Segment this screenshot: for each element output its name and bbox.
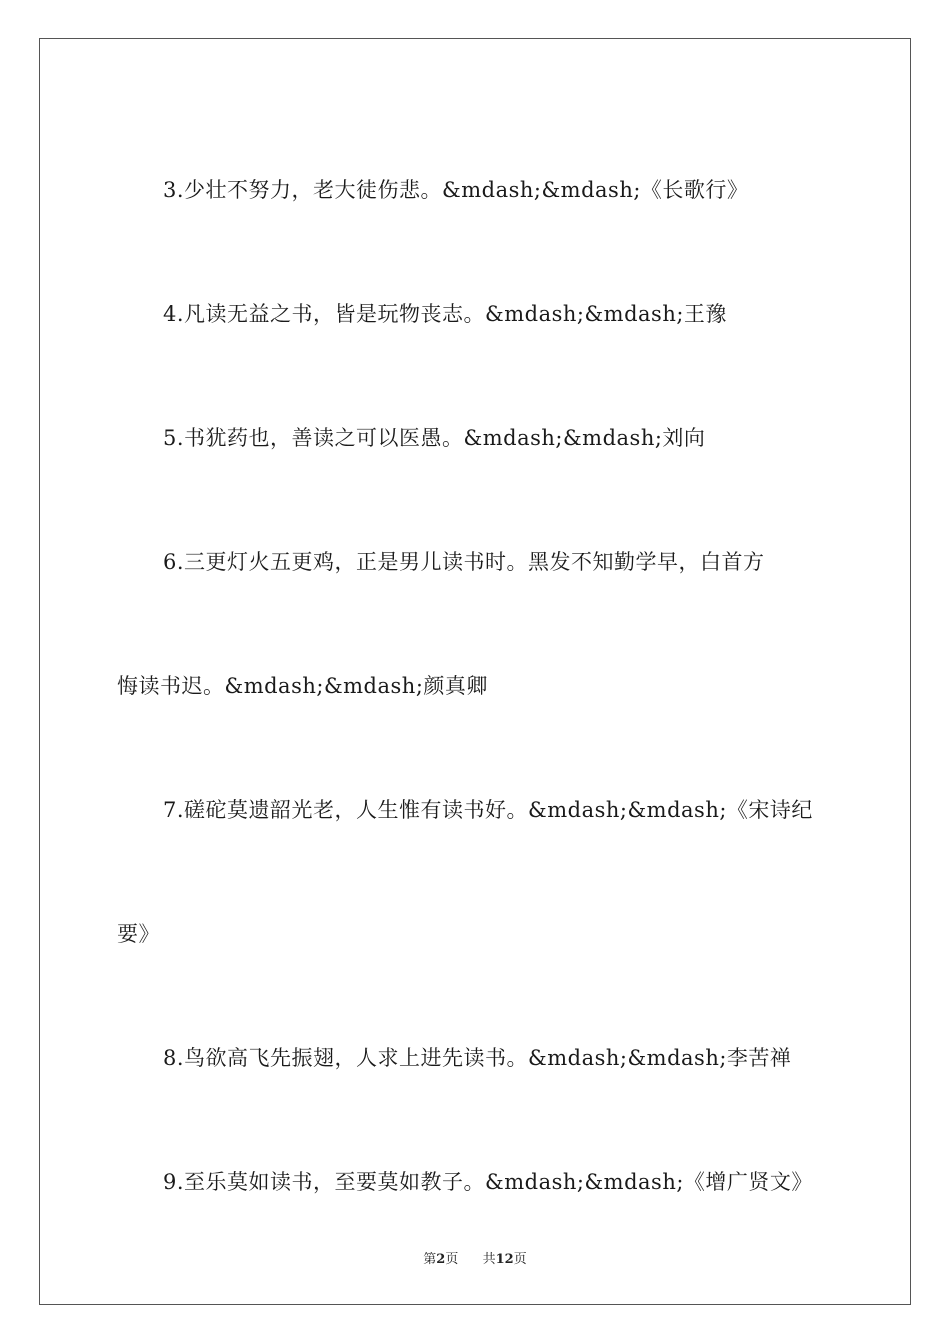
quote-7-line-1: 7.磋砣莫遗韶光老，人生惟有读书好。&mdash;&mdash;《宋诗纪 <box>163 798 813 822</box>
total-suffix: 页 <box>513 1252 527 1267</box>
quote-6-line-2: 悔读书迟。&mdash;&mdash;颜真卿 <box>117 674 488 698</box>
quote-6-line-1: 6.三更灯火五更鸡，正是男儿读书时。黑发不知勤学早，白首方 <box>163 550 765 574</box>
total-count: 12 <box>495 1252 514 1267</box>
quote-8: 8.鸟欲高飞先振翅，人求上进先读书。&mdash;&mdash;李苦禅 <box>163 1046 792 1070</box>
quote-5: 5.书犹药也，善读之可以医愚。&mdash;&mdash;刘向 <box>163 426 706 450</box>
quote-7-line-2: 要》 <box>117 922 160 946</box>
quote-4: 4.凡读无益之书，皆是玩物丧志。&mdash;&mdash;王豫 <box>163 302 727 326</box>
total-prefix: 共 <box>482 1252 496 1267</box>
document-body <box>117 128 833 1244</box>
quote-3: 3.少壮不努力，老大徒伤悲。&mdash;&mdash;《长歌行》 <box>163 178 749 202</box>
page-footer <box>0 1248 950 1267</box>
page-current: 2 <box>436 1252 446 1267</box>
quote-7 <box>117 748 833 996</box>
quote-6 <box>117 500 833 748</box>
page-suffix: 页 <box>445 1252 459 1267</box>
page-prefix: 第 <box>423 1252 437 1267</box>
quote-9: 9.至乐莫如读书，至要莫如教子。&mdash;&mdash;《增广贤文》 <box>163 1170 813 1194</box>
